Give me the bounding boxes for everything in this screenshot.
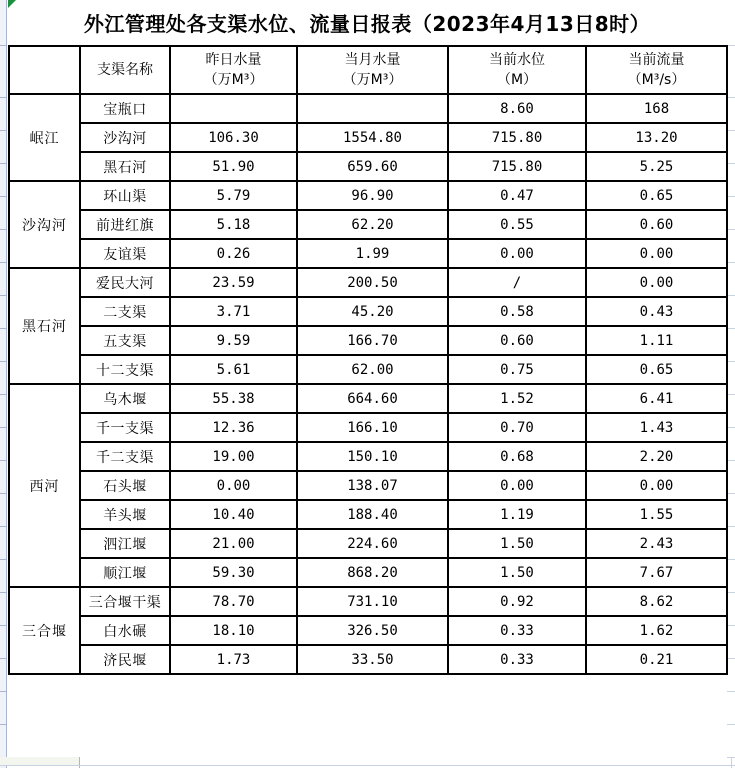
value-cell bbox=[297, 94, 448, 123]
header-row bbox=[9, 46, 727, 94]
value-cell: 0.33 bbox=[448, 616, 586, 645]
value-cell: 18.10 bbox=[170, 616, 297, 645]
value-cell: 59.30 bbox=[170, 558, 297, 587]
channel-name-cell: 环山渠 bbox=[80, 181, 170, 210]
channel-name-cell: 白水碾 bbox=[80, 616, 170, 645]
header-unit: （万M³） bbox=[342, 72, 403, 88]
value-cell: 0.43 bbox=[586, 297, 727, 326]
gridline-vertical bbox=[731, 757, 732, 768]
gridline-horizontal bbox=[0, 765, 735, 766]
value-cell: 8.60 bbox=[448, 94, 586, 123]
channel-name-cell: 济民堰 bbox=[80, 645, 170, 674]
value-cell: 1.62 bbox=[586, 616, 727, 645]
value-cell: 0.68 bbox=[448, 442, 586, 471]
value-cell: 1.73 bbox=[170, 645, 297, 674]
value-cell: 0.00 bbox=[448, 239, 586, 268]
channel-name-cell: 五支渠 bbox=[80, 326, 170, 355]
value-cell: 9.59 bbox=[170, 326, 297, 355]
value-cell: 1.99 bbox=[297, 239, 448, 268]
channel-name-cell: 顺江堰 bbox=[80, 558, 170, 587]
report-title: 外江管理处各支渠水位、流量日报表（2023年4月13日8时） bbox=[83, 12, 651, 36]
value-cell: 715.80 bbox=[448, 123, 586, 152]
value-cell: 51.90 bbox=[170, 152, 297, 181]
value-cell: 0.21 bbox=[586, 645, 727, 674]
value-cell: 0.60 bbox=[586, 210, 727, 239]
value-cell: 5.61 bbox=[170, 355, 297, 384]
value-cell: 168 bbox=[586, 94, 727, 123]
value-cell: 659.60 bbox=[297, 152, 448, 181]
value-cell: 1554.80 bbox=[297, 123, 448, 152]
channel-name-cell: 三合堰干渠 bbox=[80, 587, 170, 616]
channel-name-cell: 爱民大河 bbox=[80, 268, 170, 297]
table-row bbox=[9, 413, 727, 442]
value-cell: 1.43 bbox=[586, 413, 727, 442]
water-report-table bbox=[8, 45, 728, 675]
table-row bbox=[9, 500, 727, 529]
value-cell: 0.65 bbox=[586, 181, 727, 210]
header-line: 当月水量 bbox=[344, 51, 401, 68]
channel-name-cell: 石头堰 bbox=[80, 471, 170, 500]
value-cell: 62.00 bbox=[297, 355, 448, 384]
value-cell: 1.50 bbox=[448, 558, 586, 587]
value-cell: 13.20 bbox=[586, 123, 727, 152]
header-line: 当前水位 bbox=[489, 51, 545, 68]
col-header-month-volume bbox=[297, 46, 448, 94]
table-row bbox=[9, 442, 727, 471]
gridline-vertical bbox=[79, 757, 80, 768]
header-unit: （M³/s） bbox=[627, 72, 686, 88]
value-cell: 0.60 bbox=[448, 326, 586, 355]
table-row bbox=[9, 529, 727, 558]
table-row bbox=[9, 587, 727, 616]
channel-name-cell: 黑石河 bbox=[80, 152, 170, 181]
value-cell: 1.52 bbox=[448, 384, 586, 413]
value-cell: 1.50 bbox=[448, 529, 586, 558]
table-row bbox=[9, 123, 727, 152]
value-cell: 326.50 bbox=[297, 616, 448, 645]
value-cell: 0.00 bbox=[586, 471, 727, 500]
value-cell: 6.41 bbox=[586, 384, 727, 413]
value-cell: 0.47 bbox=[448, 181, 586, 210]
channel-name-cell: 千二支渠 bbox=[80, 442, 170, 471]
value-cell: 0.92 bbox=[448, 587, 586, 616]
value-cell: 23.59 bbox=[170, 268, 297, 297]
value-cell: 33.50 bbox=[297, 645, 448, 674]
table-row bbox=[9, 152, 727, 181]
table-row bbox=[9, 616, 727, 645]
value-cell: 664.60 bbox=[297, 384, 448, 413]
header-line: 昨日水量 bbox=[205, 51, 262, 68]
river-group-cell: 黑石河 bbox=[9, 268, 80, 384]
value-cell: 166.70 bbox=[297, 326, 448, 355]
table-row bbox=[9, 239, 727, 268]
value-cell: 8.62 bbox=[586, 587, 727, 616]
value-cell: 0.58 bbox=[448, 297, 586, 326]
value-cell: 10.40 bbox=[170, 500, 297, 529]
value-cell: 3.71 bbox=[170, 297, 297, 326]
header-line: 支渠名称 bbox=[97, 61, 153, 78]
value-cell: 19.00 bbox=[170, 442, 297, 471]
channel-name-cell: 羊头堰 bbox=[80, 500, 170, 529]
channel-name-cell: 泗江堰 bbox=[80, 529, 170, 558]
table-row bbox=[9, 94, 727, 123]
header-unit: （M） bbox=[496, 72, 538, 88]
channel-name-cell: 千一支渠 bbox=[80, 413, 170, 442]
table-row bbox=[9, 297, 727, 326]
header-line: 当前流量 bbox=[628, 51, 685, 68]
value-cell: 55.38 bbox=[170, 384, 297, 413]
value-cell: 0.75 bbox=[448, 355, 586, 384]
value-cell: 0.00 bbox=[170, 471, 297, 500]
col-header-current-level bbox=[448, 46, 586, 94]
table-row bbox=[9, 471, 727, 500]
value-cell: / bbox=[448, 268, 586, 297]
value-cell: 731.10 bbox=[297, 587, 448, 616]
value-cell: 0.00 bbox=[586, 268, 727, 297]
value-cell: 12.36 bbox=[170, 413, 297, 442]
channel-name-cell: 前进红旗 bbox=[80, 210, 170, 239]
table-row bbox=[9, 181, 727, 210]
value-cell: 106.30 bbox=[170, 123, 297, 152]
col-header-yesterday-volume bbox=[170, 46, 297, 94]
table-row bbox=[9, 558, 727, 587]
value-cell: 1.55 bbox=[586, 500, 727, 529]
daily-water-report bbox=[8, 0, 726, 675]
value-cell: 7.67 bbox=[586, 558, 727, 587]
value-cell: 2.43 bbox=[586, 529, 727, 558]
value-cell: 0.00 bbox=[448, 471, 586, 500]
value-cell: 0.55 bbox=[448, 210, 586, 239]
channel-name-cell: 友谊渠 bbox=[80, 239, 170, 268]
value-cell: 2.20 bbox=[586, 442, 727, 471]
col-header-current-flow bbox=[586, 46, 727, 94]
value-cell: 200.50 bbox=[297, 268, 448, 297]
value-cell: 96.90 bbox=[297, 181, 448, 210]
value-cell: 0.65 bbox=[586, 355, 727, 384]
table-row bbox=[9, 355, 727, 384]
value-cell: 5.79 bbox=[170, 181, 297, 210]
value-cell bbox=[170, 94, 297, 123]
river-group-cell: 岷江 bbox=[9, 94, 80, 181]
channel-name-cell: 二支渠 bbox=[80, 297, 170, 326]
value-cell: 868.20 bbox=[297, 558, 448, 587]
channel-name-cell: 宝瓶口 bbox=[80, 94, 170, 123]
value-cell: 188.40 bbox=[297, 500, 448, 529]
river-group-cell: 沙沟河 bbox=[9, 181, 80, 268]
value-cell: 62.20 bbox=[297, 210, 448, 239]
table-row bbox=[9, 268, 727, 297]
value-cell: 166.10 bbox=[297, 413, 448, 442]
value-cell: 715.80 bbox=[448, 152, 586, 181]
value-cell: 1.11 bbox=[586, 326, 727, 355]
value-cell: 0.26 bbox=[170, 239, 297, 268]
table-row bbox=[9, 384, 727, 413]
river-group-cell: 西河 bbox=[9, 384, 80, 587]
value-cell: 150.10 bbox=[297, 442, 448, 471]
value-cell: 224.60 bbox=[297, 529, 448, 558]
header-unit: （万M³） bbox=[203, 72, 264, 88]
value-cell: 138.07 bbox=[297, 471, 448, 500]
river-group-cell: 三合堰 bbox=[9, 587, 80, 674]
channel-name-cell: 十二支渠 bbox=[80, 355, 170, 384]
value-cell: 45.20 bbox=[297, 297, 448, 326]
corner-cell bbox=[9, 46, 80, 94]
table-row bbox=[9, 326, 727, 355]
value-cell: 1.19 bbox=[448, 500, 586, 529]
value-cell: 0.00 bbox=[586, 239, 727, 268]
value-cell: 5.18 bbox=[170, 210, 297, 239]
value-cell: 0.70 bbox=[448, 413, 586, 442]
value-cell: 5.25 bbox=[586, 152, 727, 181]
value-cell: 78.70 bbox=[170, 587, 297, 616]
value-cell: 21.00 bbox=[170, 529, 297, 558]
spreadsheet-gutter bbox=[0, 0, 7, 768]
table-row bbox=[9, 210, 727, 239]
table-row bbox=[9, 645, 727, 674]
channel-name-cell: 乌木堰 bbox=[80, 384, 170, 413]
col-header-channel-name bbox=[80, 46, 170, 94]
channel-name-cell: 沙沟河 bbox=[80, 123, 170, 152]
value-cell: 0.33 bbox=[448, 645, 586, 674]
